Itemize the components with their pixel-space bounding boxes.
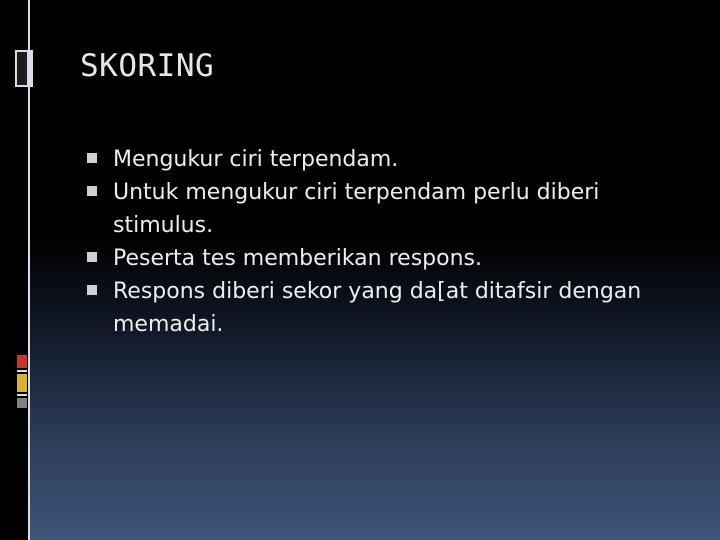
decor-red-block <box>17 355 27 368</box>
list-item <box>87 176 687 242</box>
square-bullet-icon <box>87 186 97 196</box>
list-item <box>87 275 687 341</box>
square-bullet-icon <box>87 153 97 163</box>
list-item <box>87 143 687 176</box>
decor-divider <box>17 370 27 372</box>
square-bullet-icon <box>87 285 97 295</box>
bullet-text: Peserta tes memberikan respons. <box>113 246 482 271</box>
bullet-text: Untuk mengukur ciri terpendam perlu diberi stimulus. <box>113 180 600 238</box>
bullet-text: Mengukur ciri terpendam. <box>113 147 399 172</box>
square-bullet-icon <box>87 252 97 262</box>
decor-divider <box>17 394 27 396</box>
decor-yellow-block <box>17 374 27 392</box>
slide-title: SKORING <box>80 48 215 84</box>
bullet-list <box>87 143 687 341</box>
title-marker <box>17 52 27 85</box>
list-item <box>87 242 687 275</box>
bullet-text: Respons diberi sekor yang da[at ditafsir dengan memadai. <box>113 279 642 337</box>
decor-gray-block <box>17 398 27 408</box>
